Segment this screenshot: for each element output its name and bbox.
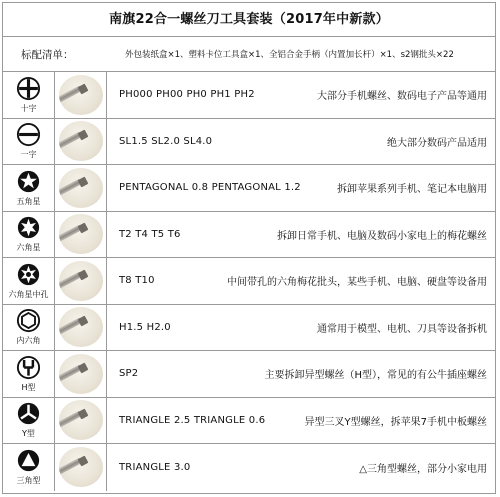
bit-description: △三角型螺丝，部分小家电用 (359, 463, 487, 475)
bit-type-name: Y型 (22, 429, 35, 439)
table-row (3, 119, 495, 166)
table-row (3, 398, 495, 445)
bit-type-name: 六角星中孔 (8, 289, 49, 299)
triangle-icon (16, 448, 41, 473)
bit-type-name: 三角型 (16, 476, 41, 486)
bit-description: 异型三叉Y型螺丝，拆苹果7手机中板螺丝 (304, 416, 487, 428)
table-row (3, 258, 495, 305)
bit-description: 拆卸苹果系列手机、笔记本电脑用 (337, 184, 487, 196)
bit-sizes: T2 T4 T5 T6 (119, 228, 181, 240)
bit-photo (59, 447, 103, 487)
cross-icon (16, 76, 41, 101)
bit-photo (59, 168, 103, 208)
bit-sizes: PENTAGONAL 0.8 PENTAGONAL 1.2 (119, 182, 301, 194)
bit-description: 拆卸日常手机、电脑及数码小家电上的梅花螺丝 (277, 230, 487, 242)
pentalobe-icon (16, 169, 41, 194)
table-row (3, 212, 495, 259)
table-row (3, 444, 495, 491)
bit-type-name: 十字 (20, 103, 37, 113)
bit-type-name: 五角星 (16, 196, 41, 206)
bit-sizes: H1.5 H2.0 (119, 321, 171, 333)
bit-sizes: SL1.5 SL2.0 SL4.0 (119, 135, 213, 147)
slot-icon (16, 122, 41, 147)
bit-description: 绝大部分数码产品适用 (387, 137, 487, 149)
bit-photo (59, 121, 103, 161)
y-type-icon (16, 401, 41, 426)
bit-sizes: SP2 (119, 368, 139, 380)
bit-sizes: PH000 PH00 PH0 PH1 PH2 (119, 89, 255, 101)
spec-sheet (2, 2, 496, 494)
bit-type-name: 一字 (20, 150, 37, 160)
bit-description: 大部分手机螺丝、数码电子产品等通用 (317, 91, 487, 103)
bit-description: 主要拆卸异型螺丝（H型），常见的有公牛插座螺丝 (264, 370, 487, 382)
bit-photo (59, 354, 103, 394)
hex-icon (16, 308, 41, 333)
packing-list-label: 标配清单： (21, 48, 74, 61)
table-row (3, 305, 495, 352)
bit-sizes: TRIANGLE 2.5 TRIANGLE 0.6 (119, 414, 266, 426)
bit-sizes: T8 T10 (119, 275, 155, 287)
page-title: 南旗22合一螺丝刀工具套装（2017年中新款） (3, 3, 495, 37)
bit-sizes: TRIANGLE 3.0 (119, 461, 191, 473)
table-row (3, 351, 495, 398)
bit-photo (59, 261, 103, 301)
bit-photo (59, 214, 103, 254)
torx-hole-icon (16, 262, 41, 287)
bit-type-name: 内六角 (16, 336, 41, 346)
bit-photo (59, 400, 103, 440)
table-row (3, 72, 495, 119)
bit-description: 通常用于模型、电机、刀具等设备拆机 (317, 323, 487, 335)
h-type-icon (16, 355, 41, 380)
bit-photo (59, 307, 103, 347)
torx-icon (16, 215, 41, 240)
packing-list-row (3, 37, 495, 72)
packing-list-value: 外包装纸盒×1、塑料卡位工具盒×1、全铝合金手柄（内置加长杆）×1、s2钢批头×22 (125, 50, 454, 60)
table-row (3, 165, 495, 212)
bit-type-name: 六角星 (16, 243, 41, 253)
bit-type-name: H型 (21, 382, 36, 392)
bit-description: 中间带孔的六角梅花批头，某些手机、电脑、硬盘等设备用 (227, 277, 487, 289)
bit-photo (59, 75, 103, 115)
